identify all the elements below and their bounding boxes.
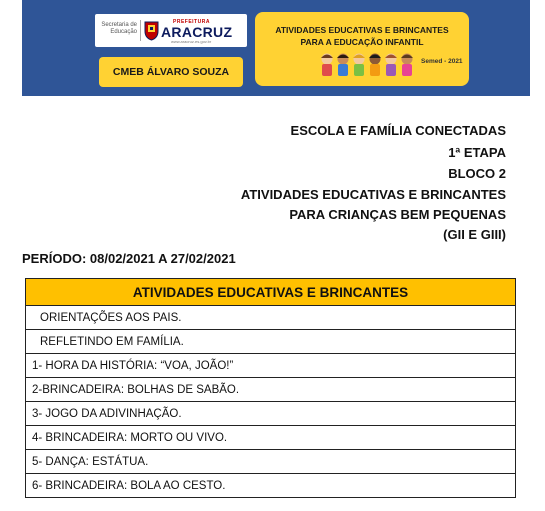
prefeitura-site: www.aracruz.es.gov.br [171, 39, 212, 44]
activities-table [25, 278, 516, 498]
table-header-row [26, 279, 516, 306]
table-cell: 6- BRINCADEIRA: BOLA AO CESTO. [26, 474, 516, 498]
table-header: ATIVIDADES EDUCATIVAS E BRINCANTES [26, 279, 516, 306]
prefeitura-logo [95, 14, 247, 47]
table-cell: ORIENTAÇÕES AOS PAIS. [26, 306, 516, 330]
table-row [26, 426, 516, 450]
table-cell: 5- DANÇA: ESTÁTUA. [26, 450, 516, 474]
table-row [26, 378, 516, 402]
crest-icon [144, 20, 159, 41]
table-row [26, 354, 516, 378]
table-row [26, 450, 516, 474]
secretaria-educacao-label: Secretaria de Educação [101, 22, 137, 35]
table-cell: 1- HORA DA HISTÓRIA: “VOA, JOÃO!” [26, 354, 516, 378]
school-name: CMEB ÁLVARO SOUZA [99, 57, 243, 87]
heading-line-5: PARA CRIANÇAS BEM PEQUENAS [289, 207, 506, 222]
program-title: ATIVIDADES EDUCATIVAS E BRINCANTES PARA A EDUCAÇÃO INFANTIL [275, 25, 449, 47]
table-cell: 4- BRINCADEIRA: MORTO OU VIVO. [26, 426, 516, 450]
table-cell: 2-BRINCADEIRA: BOLHAS DE SABÃO. [26, 378, 516, 402]
table-row [26, 402, 516, 426]
table-cell: 3- JOGO DA ADIVINHAÇÃO. [26, 402, 516, 426]
heading-line-3: BLOCO 2 [448, 166, 506, 181]
semed-label: Semed - 2021 [421, 58, 463, 65]
table-row [26, 474, 516, 498]
children-illustration [317, 51, 417, 81]
heading-line-4: ATIVIDADES EDUCATIVAS E BRINCANTES [240, 187, 506, 202]
table-row [26, 306, 516, 330]
periodo-label: PERÍODO: 08/02/2021 A 27/02/2021 [22, 251, 236, 266]
heading-line-2: 1ª ETAPA [448, 145, 506, 160]
prefeitura-small-label: PREFEITURA [173, 19, 210, 25]
table-row [26, 330, 516, 354]
logo-divider [140, 20, 141, 41]
heading-line-1: ESCOLA E FAMÍLIA CONECTADAS [290, 123, 506, 138]
table-cell: REFLETINDO EM FAMÍLIA. [26, 330, 516, 354]
prefeitura-name: ARACRUZ [161, 24, 233, 40]
program-title-panel [255, 12, 469, 86]
heading-line-6: (GII E GIII) [443, 227, 506, 242]
header-banner [22, 0, 530, 96]
